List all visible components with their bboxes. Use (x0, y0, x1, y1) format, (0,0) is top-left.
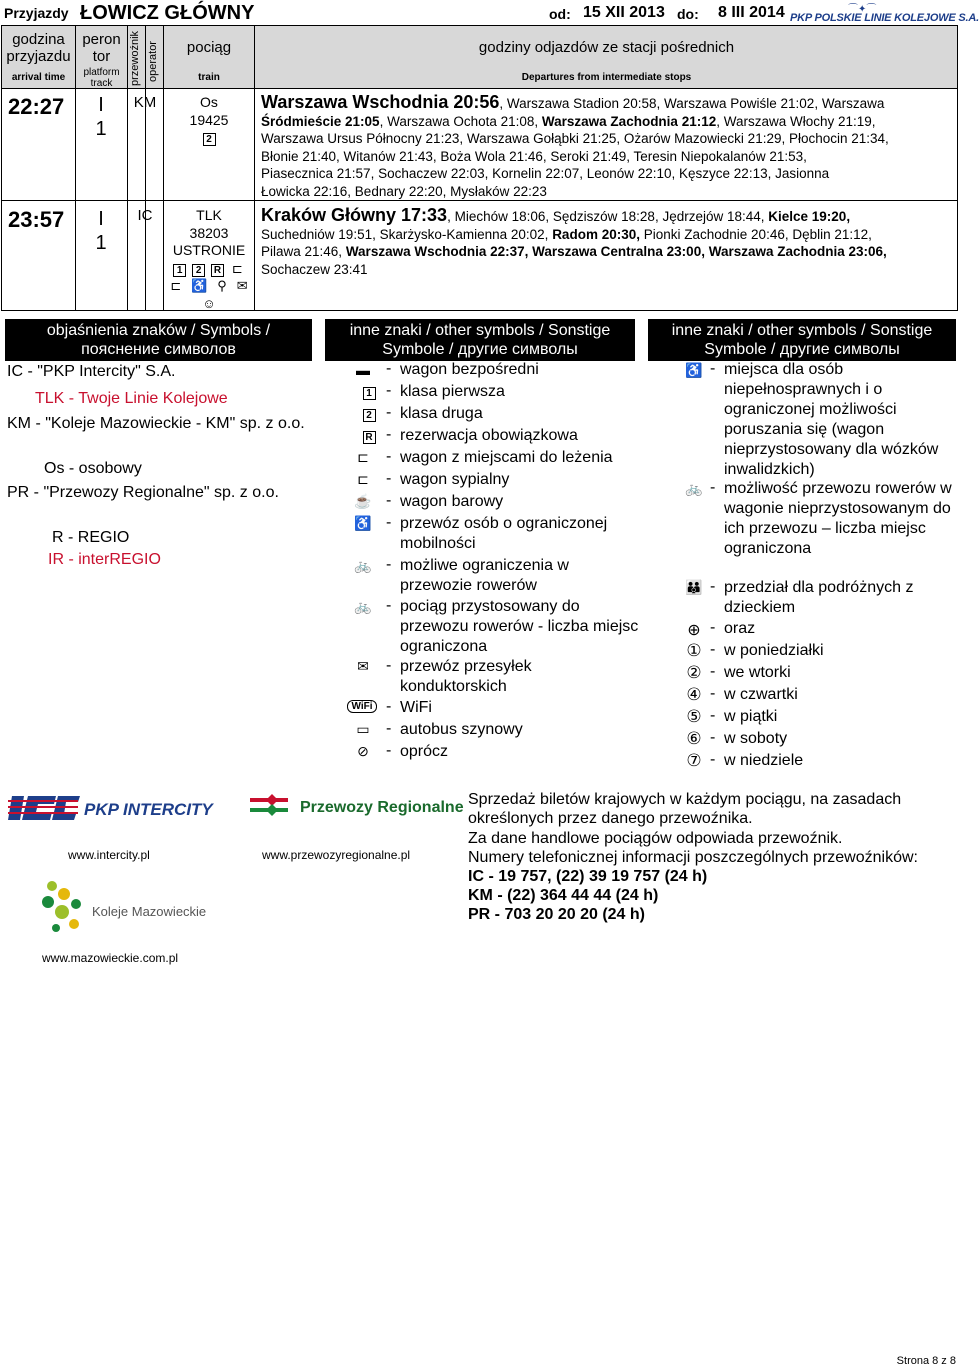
reduced-mobility-icon: ♿ (354, 515, 372, 531)
reservation-icon: R (363, 431, 376, 444)
class-2-icon: 2 (363, 409, 376, 422)
bar-car-icon: ☕ (354, 493, 372, 509)
legend-item: przewóz przesyłek konduktorskich (400, 658, 532, 695)
train-number: 19425 (189, 111, 229, 128)
carrier: KM (133, 94, 157, 111)
legend-item: klasa pierwsza (400, 383, 505, 400)
legend-item: przewóz osób o ograniczonej mobilności (400, 515, 608, 552)
legend-item: we wtorki (724, 664, 791, 681)
legend-item: klasa druga (400, 405, 483, 422)
train-info (164, 207, 254, 312)
header-stops-en: Departures from intermediate stops (521, 72, 692, 83)
train-category: TLK (196, 207, 222, 223)
monday-icon: ① (686, 641, 702, 660)
header-time-en: arrival time (11, 72, 66, 83)
legend-item: w poniedziałki (724, 642, 824, 659)
page-kind: Przyjazdy (4, 5, 69, 21)
couchette-icon: ⊏ (357, 449, 369, 465)
arrival-time: 23:57 (8, 207, 65, 232)
legend-item: oprócz (400, 743, 449, 760)
legend-item: KM - "Koleje Mazowieckie - KM" sp. z o.o. (7, 415, 305, 432)
svg-text:Przewozy Regionalne: Przewozy Regionalne (300, 799, 464, 816)
legend-item: TLK - Twoje Linie Kolejowe (35, 390, 228, 407)
legend-item: w piątki (724, 708, 778, 725)
class-2-icon: 2 (203, 133, 216, 146)
bicycle-icon: 🚲 (354, 598, 372, 614)
svg-text:Koleje Mazowieckie: Koleje Mazowieckie (92, 904, 207, 919)
koleje-mazowieckie-logo (34, 876, 207, 938)
legend-item: w niedziele (724, 752, 804, 769)
class-2-icon: 2 (192, 264, 205, 277)
friday-icon: ⑤ (686, 707, 702, 726)
parcel-icon: ✉ (236, 278, 248, 293)
sleeper-icon: ⊏ (357, 471, 369, 487)
train-info (164, 94, 254, 147)
train-category: Os (200, 94, 218, 110)
through-coach-icon: ▬ (356, 362, 370, 378)
valid-to-label: do: (677, 6, 699, 22)
legend-item: oraz (724, 620, 756, 637)
przewozy-url[interactable]: www.przewozyregionalne.pl (262, 848, 411, 862)
svg-text:PKP INTERCITY: PKP INTERCITY (84, 800, 213, 819)
disabled-seat-icon: ♿ (685, 362, 703, 378)
legend-item: WiFi (400, 699, 432, 716)
pr-phone: PR - 703 20 20 20 (24 h) (468, 906, 645, 923)
page-number: Strona 8 z 8 (896, 1355, 956, 1367)
except-icon: ⊘ (357, 743, 369, 759)
header-time: godzina przyjazdu (6, 31, 71, 65)
intermediate-stops: Warszawa Wschodnia 20:56, Warszawa Stadion 20:58, Warszawa Powiśle 21:02, Warszawa Śródmieście 21:05, Warszawa Ochota 21:08, Warszawa Zachodnia 21:12, Warszawa Włochy 21:19, Warszawa Ursus Północny 21:23, Warszawa Gołąbki 21:25, Ożarów Mazowiecki 21:29, Płochocin 21:34, Błonie 21:40, Witanów 21:43, Boża Wola 21:46, Seroki 21:49, Teresin Niepokalanów 21:53, Piasecznica 21:57, Sochaczew 22:03, Kornelin 22:07, Leonów 22:10, Kęszyce 22:13, Jasionna Łowicka 22:16, Bednary 22:20, Mysłaków 22:23 (261, 92, 889, 199)
child-compartment-icon: 👪 (685, 579, 703, 595)
station-name: ŁOWICZ GŁÓWNY (80, 2, 255, 24)
thursday-icon: ④ (686, 685, 702, 704)
intermediate-stops: Kraków Główny 17:33, Miechów 18:06, Sędziszów 18:28, Jędrzejów 18:44, Kielce 19:20, Suchedniów 19:51, Skarżysko-Kamienna 20:02, Radom 20:30, Pionki Zachodnie 20:46, Dęblin 21:12, Pilawa 21:46, Warszawa Wschodnia 22:37, Warszawa Centralna 23:00, Warszawa Zachodnia 23:06, Sochaczew 23:41 (261, 205, 887, 277)
header-platform-en: platform track (83, 67, 120, 89)
and-icon: ⊕ (687, 622, 701, 639)
track: 1 (95, 232, 107, 254)
class-1-icon: 1 (363, 387, 376, 400)
legend-carriers-heading: objaśnienia znaków / Symbols / пояснение символов (5, 319, 312, 361)
header-train: pociąg (186, 39, 232, 56)
ic-phone: IC - 19 757, (22) 39 19 757 (24 h) (468, 868, 708, 885)
bicycle-icon: ⚲ (217, 278, 227, 293)
header-operator: operator (147, 41, 159, 82)
legend-item: wagon barowy (400, 493, 504, 510)
arrival-time: 22:27 (8, 94, 65, 119)
legend-item: wagon z miejscami do leżenia (400, 449, 613, 466)
tuesday-icon: ② (686, 663, 702, 682)
wifi-icon: WiFi (347, 700, 377, 713)
sleeper-icon: ⊏ (231, 260, 243, 276)
legend-item: IR - interREGIO (48, 551, 161, 568)
platform: I (98, 208, 104, 230)
bicycle-limited-icon: 🚲 (354, 557, 372, 573)
parcel-icon: ✉ (357, 658, 369, 674)
class-1-icon: 1 (173, 264, 186, 277)
header-stops: godziny odjazdów ze stacji pośrednich (478, 39, 735, 56)
intercity-logo (8, 792, 218, 824)
legend-item: PR - "Przewozy Regionalne" sp. z o.o. (7, 484, 279, 501)
sunday-icon: ⑦ (686, 751, 702, 770)
legend-symbols-heading: inne znaki / other symbols / Sonstige Symbole / другие символы (325, 319, 635, 361)
przewozy-regionalne-logo (248, 792, 464, 822)
reservation-icon: R (211, 264, 224, 277)
child-compartment-icon: ☺ (202, 295, 216, 311)
legend-item: IC - "PKP Intercity" S.A. (7, 363, 176, 380)
legend-item: w soboty (724, 730, 788, 747)
legend-item: Os - osobowy (44, 460, 142, 477)
koleje-url[interactable]: www.mazowieckie.com.pl (42, 951, 179, 965)
legend-item: w czwartki (724, 686, 798, 703)
legend-item: rezerwacja obowiązkowa (400, 427, 578, 444)
legend-item: wagon bezpośredni (400, 361, 539, 378)
legend-item: autobus szynowy (400, 721, 523, 738)
saturday-icon: ⑥ (686, 729, 702, 748)
legend-item: pociąg przystosowany do przewozu rowerów - liczba miejsc ograniczona (400, 598, 639, 655)
km-phone: KM - (22) 364 44 44 (24 h) (468, 887, 659, 904)
legend-item: możliwe ograniczenia w przewozie rowerów (400, 557, 569, 594)
pkp-wing-icon: ⌒✦⌒ (848, 4, 877, 15)
disabled-seat-icon: ♿ (191, 278, 208, 293)
legend-item: wagon sypialny (400, 471, 510, 488)
legend-item: możliwość przewozu rowerów w wagonie nieprzystosowanym do ich przewozu – liczba miejsc ograniczona (724, 480, 952, 557)
valid-from-label: od: (549, 6, 571, 22)
valid-from-date: 15 XII 2013 (583, 4, 665, 21)
legend-item: miejsca dla osób niepełnosprawnych i o ograniczonej możliwości poruszania się (wagon nieprzystosowany dla wózków inwalidzkich) (724, 361, 939, 478)
train-name: USTRONIE (172, 242, 246, 258)
railbus-icon: ▭ (356, 721, 370, 737)
legend-item: przedział dla podróżnych z dzieckiem (724, 579, 914, 616)
valid-to-date: 8 III 2014 (718, 4, 785, 21)
carrier: IC (137, 207, 153, 224)
pkp-plk-logo: ⌒✦⌒ PKP POLSKIE LINIE KOLEJOWE S.A. (790, 0, 956, 26)
legend-item: R - REGIO (52, 529, 130, 546)
train-number: 38203 (189, 224, 229, 241)
legend-symbols-heading-2: inne znaki / other symbols / Sonstige Symbole / другие символы (648, 319, 956, 361)
header-platform: peron tor (82, 31, 121, 65)
header-carrier: przewoźnik (129, 30, 141, 86)
intercity-url[interactable]: www.intercity.pl (68, 848, 150, 862)
couchette-icon: ⊏ (170, 278, 182, 293)
row-separator (1, 200, 958, 201)
platform: I (98, 94, 104, 116)
header-train-en: train (198, 72, 220, 83)
track: 1 (95, 118, 107, 140)
bicycle-limited-icon: 🚲 (685, 480, 703, 496)
